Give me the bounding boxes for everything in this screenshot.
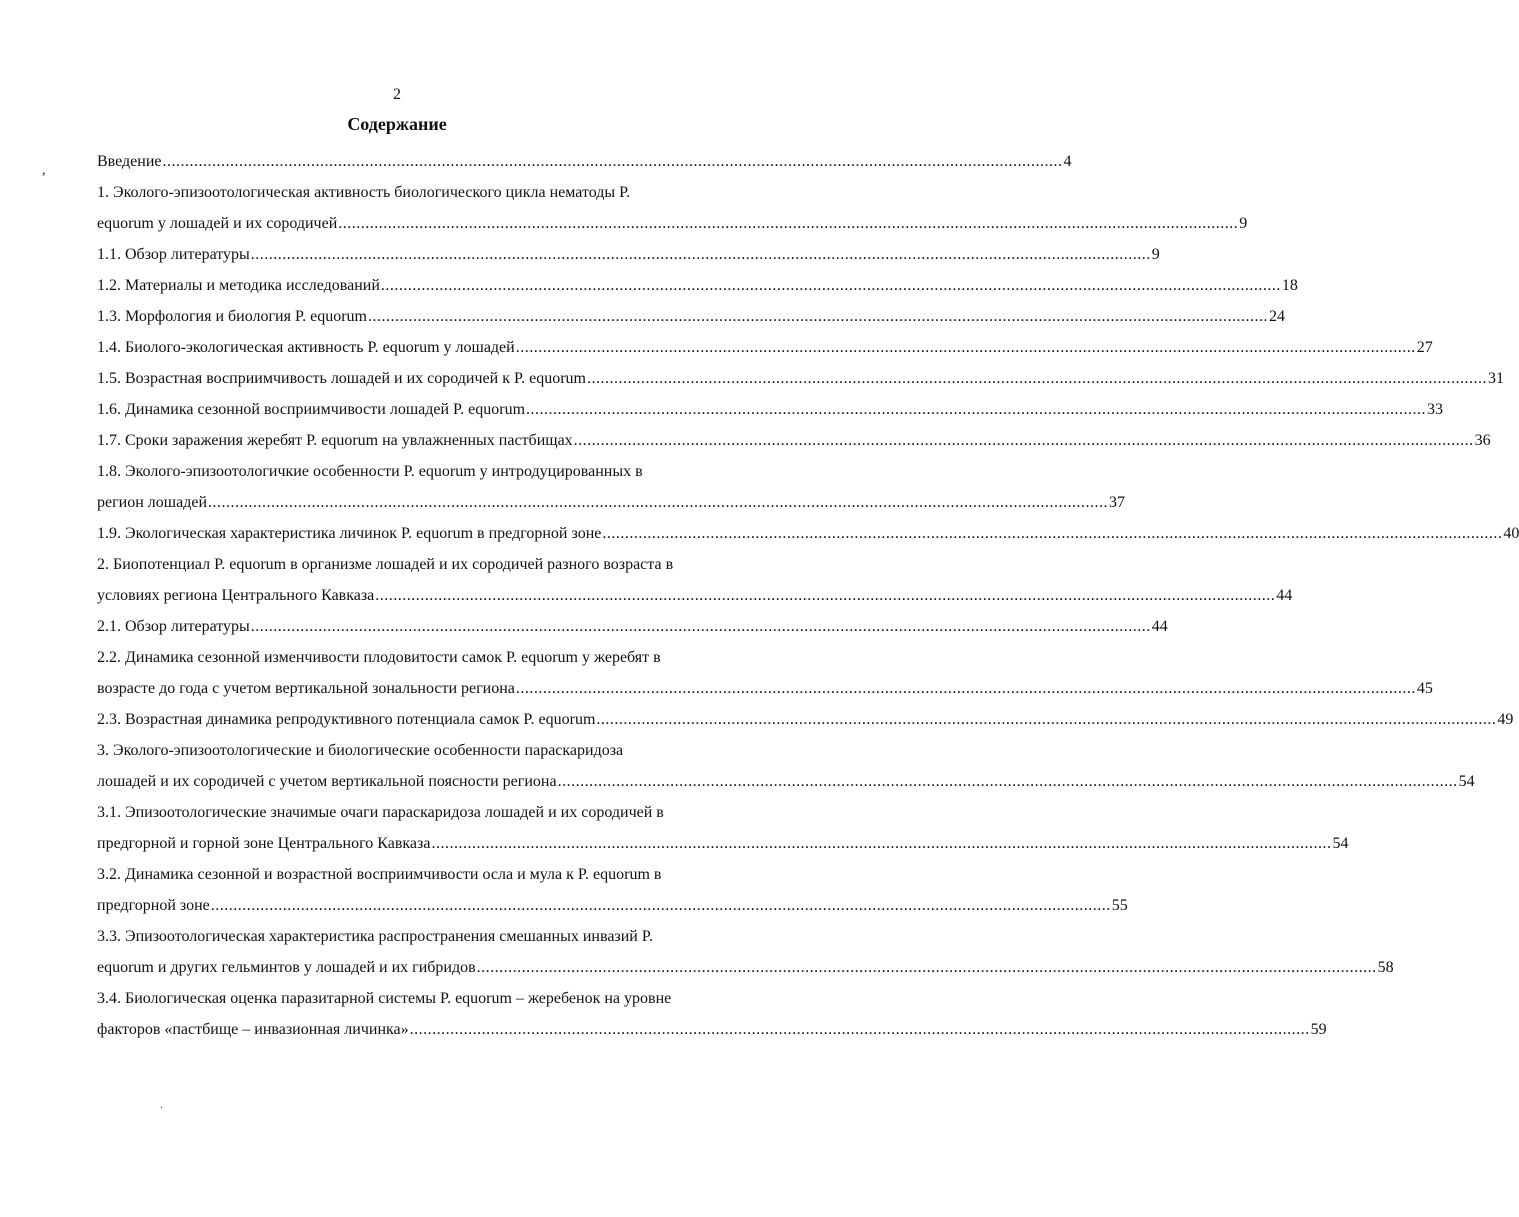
toc-page-number: 9 — [1239, 215, 1248, 232]
toc-entry-title-line: предгорной зоне — [97, 897, 210, 914]
toc-entry[interactable] — [97, 859, 1128, 921]
toc-entry-title-line: 1.2. Материалы и методика исследований — [97, 277, 380, 294]
toc-dot-leader — [526, 394, 1426, 425]
toc-entry[interactable] — [97, 797, 1349, 859]
toc-entry[interactable] — [97, 394, 1444, 425]
document-title: Содержание — [347, 114, 447, 134]
toc-entry[interactable] — [97, 704, 1514, 735]
toc-dot-leader — [587, 363, 1487, 394]
toc-entry[interactable] — [97, 642, 1433, 704]
toc-dot-leader — [375, 580, 1275, 611]
toc-entry[interactable] — [97, 611, 1168, 642]
toc-entry-title-line: 1.9. Экологическая характеристика личинок P. equorum в предгорной зоне — [97, 525, 602, 542]
toc-entry[interactable] — [97, 456, 1125, 518]
toc-entry-title-line: 2.2. Динамика сезонной изменчивости плодовитости самок P. equorum у жеребят в — [97, 649, 661, 666]
toc-entry-title-line: факторов «пастбище – инвазионная личинка» — [97, 1021, 409, 1038]
toc-dot-leader — [574, 425, 1474, 456]
toc-entry[interactable] — [97, 332, 1433, 363]
toc-entry-title-line: 1.6. Динамика сезонной восприимчивости лошадей P. equorum — [97, 401, 526, 418]
toc-entry[interactable] — [97, 549, 1293, 611]
toc-dot-leader — [163, 146, 1063, 177]
toc-entry-title-line: лошадей и их сородичей с учетом вертикальной поясности региона — [97, 773, 557, 790]
toc-entry-title-line: условиях региона Центрального Кавказа — [97, 587, 375, 604]
toc-page-number: 4 — [1063, 153, 1072, 170]
toc-dot-leader — [211, 890, 1111, 921]
toc-entry-title-line: Введение — [97, 153, 162, 170]
toc-dot-leader — [477, 952, 1377, 983]
toc-entry[interactable] — [97, 146, 1072, 177]
toc-page-number: 59 — [1310, 1021, 1327, 1038]
toc-entry[interactable] — [97, 363, 1504, 394]
toc-entry[interactable] — [97, 983, 1327, 1045]
toc-entry-title-line: 1.8. Эколого-эпизоотологичкие особенности P. equorum у интродуцированных в — [97, 463, 643, 480]
toc-page-number: 33 — [1427, 401, 1444, 418]
toc-entry[interactable] — [97, 239, 1160, 270]
toc-dot-leader — [381, 270, 1281, 301]
toc-dot-leader — [516, 673, 1416, 704]
toc-page-number: 24 — [1268, 308, 1285, 325]
toc-entry[interactable] — [97, 425, 1491, 456]
toc-entry-title-line: 2.3. Возрастная динамика репродуктивного потенциала самок P. equorum — [97, 711, 596, 728]
toc-entry-title-line: регион лошадей — [97, 494, 207, 511]
toc-page-number: 40 — [1503, 525, 1519, 542]
table-of-contents — [97, 146, 1519, 1045]
toc-page-number: 44 — [1151, 618, 1168, 635]
toc-page-number: 18 — [1281, 277, 1298, 294]
toc-entry-title-line: equorum и других гельминтов у лошадей и их гибридов — [97, 959, 476, 976]
toc-entry-title-line: 3.4. Биологическая оценка паразитарной системы P. equorum – жеребенок на уровне — [97, 990, 672, 1007]
toc-entry-title-line: 3. Эколого-эпизоотологические и биологические особенности параскаридоза — [97, 742, 624, 759]
toc-page-number: 31 — [1487, 370, 1504, 387]
toc-entry-title-line: 1. Эколого-эпизоотологическая активность биологического цикла нематоды P. — [97, 184, 631, 201]
toc-dot-leader — [251, 611, 1151, 642]
toc-entry-title-line: 1.3. Морфология и биология P. equorum — [97, 308, 367, 325]
toc-entry[interactable] — [97, 177, 1248, 239]
toc-dot-leader — [208, 487, 1108, 518]
toc-entry-title-line: 1.4. Биолого-экологическая активность P. equorum у лошадей — [97, 339, 515, 356]
toc-page-number: 9 — [1151, 246, 1160, 263]
toc-dot-leader — [558, 766, 1458, 797]
toc-page-number: 49 — [1497, 711, 1514, 728]
toc-entry[interactable] — [97, 735, 1475, 797]
toc-dot-leader — [410, 1014, 1310, 1045]
toc-dot-leader — [596, 704, 1496, 735]
toc-entry-title-line: 1.7. Сроки заражения жеребят P. equorum на увлажненных пастбищах — [97, 432, 573, 449]
toc-dot-leader — [251, 239, 1151, 270]
toc-page-number: 27 — [1416, 339, 1433, 356]
toc-dot-leader — [338, 208, 1238, 239]
toc-page-number: 36 — [1474, 432, 1491, 449]
toc-dot-leader — [431, 828, 1331, 859]
scan-mark: , — [42, 163, 46, 178]
toc-page-number: 55 — [1111, 897, 1128, 914]
toc-entry[interactable] — [97, 518, 1519, 549]
toc-entry[interactable] — [97, 270, 1298, 301]
toc-entry-title-line: 3.3. Эпизоотологическая характеристика распространения смешанных инвазий P. — [97, 928, 653, 945]
page-number: 2 — [393, 86, 401, 103]
toc-entry-title-line: 3.2. Динамика сезонной и возрастной восприимчивости осла и мула к P. equorum в — [97, 866, 662, 883]
toc-dot-leader — [368, 301, 1268, 332]
toc-entry-title-line: 2. Биопотенциал P. equorum в организме лошадей и их сородичей разного возраста в — [97, 556, 674, 573]
toc-entry-title-line: equorum у лошадей и их сородичей — [97, 215, 338, 232]
toc-page-number: 58 — [1377, 959, 1394, 976]
toc-page-number: 44 — [1276, 587, 1293, 604]
toc-entry-title-line: предгорной и горной зоне Центрального Кавказа — [97, 835, 431, 852]
toc-entry-title-line: 3.1. Эпизоотологические значимые очаги параскаридоза лошадей и их сородичей в — [97, 804, 664, 821]
toc-entry[interactable] — [97, 301, 1285, 332]
toc-entry-title-line: возрасте до года с учетом вертикальной зональности региона — [97, 680, 515, 697]
toc-entry-title-line: 1.1. Обзор литературы — [97, 246, 250, 263]
toc-page-number: 45 — [1416, 680, 1433, 697]
toc-page-number: 37 — [1109, 494, 1125, 511]
scan-mark: . — [160, 1097, 163, 1111]
toc-entry-title-line: 2.1. Обзор литературы — [97, 618, 250, 635]
toc-page-number: 54 — [1332, 835, 1349, 852]
toc-dot-leader — [516, 332, 1416, 363]
toc-page-number: 54 — [1458, 773, 1475, 790]
toc-entry[interactable] — [97, 921, 1394, 983]
toc-entry-title-line: 1.5. Возрастная восприимчивость лошадей и их сородичей к P. equorum — [97, 370, 586, 387]
toc-dot-leader — [602, 518, 1502, 549]
